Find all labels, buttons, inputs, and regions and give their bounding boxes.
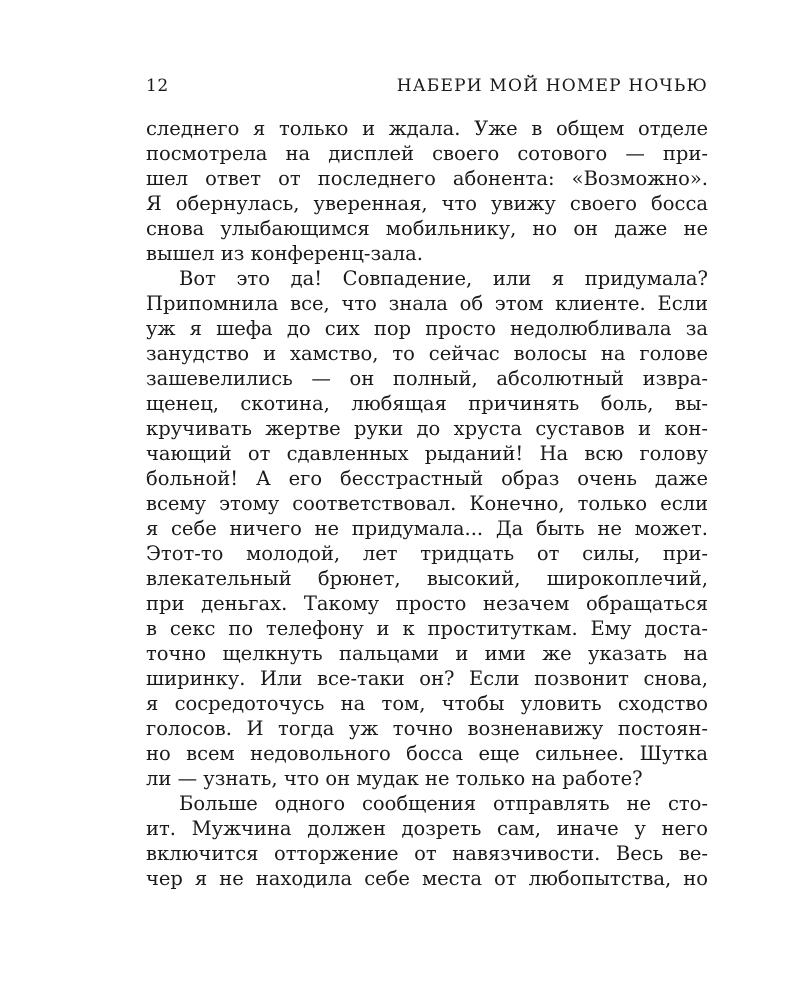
- text-line: включится отторжение от навязчивости. Весь ве-: [146, 842, 708, 865]
- text-line: я себе ничего не придумала... Да быть не может.: [146, 517, 708, 540]
- text-line: занудство и хамство, то сейчас волосы на голове: [146, 342, 708, 365]
- text-line: больной! А его бесстрастный образ очень даже: [146, 467, 708, 490]
- book-page: [146, 0, 708, 1000]
- text-line: Я обернулась, уверенная, что увижу своего босса: [146, 192, 708, 215]
- running-header: [146, 76, 708, 102]
- text-line: Больше одного сообщения отправлять не сто-: [179, 792, 708, 815]
- text-line: точно щелкнуть пальцами и ими же указать на: [146, 642, 708, 665]
- text-line: уж я шефа до сих пор просто недолюбливала за: [146, 317, 708, 340]
- text-line: ширинку. Или все-таки он? Если позвонит снова,: [146, 667, 708, 690]
- text-line: щенец, скотина, любящая причинять боль, вы-: [146, 392, 708, 415]
- text-line: вышел из конференц-зала.: [146, 242, 423, 265]
- text-line: всему этому соответствовал. Конечно, только если: [146, 492, 708, 515]
- text-line: Этот-то молодой, лет тридцать от силы, при-: [146, 542, 708, 565]
- text-line: кручивать жертве руки до хруста суставов и кон-: [146, 417, 708, 440]
- text-line: при деньгах. Такому просто незачем обращаться: [146, 592, 708, 615]
- text-line: но всем недовольного босса еще сильнее. Шутка: [146, 742, 708, 765]
- text-line: следнего я только и ждала. Уже в общем отделе: [146, 117, 708, 140]
- book-title: НАБЕРИ МОЙ НОМЕР НОЧЬЮ: [396, 76, 708, 96]
- text-line: зашевелились — он полный, абсолютный извра-: [146, 367, 708, 390]
- text-line: ит. Мужчина должен дозреть сам, иначе у него: [146, 817, 708, 840]
- text-line: Вот это да! Совпадение, или я придумала?: [179, 267, 708, 290]
- text-line: снова улыбающимся мобильнику, но он даже не: [146, 217, 708, 240]
- text-line: я сосредоточусь на том, чтобы уловить сходство: [146, 692, 708, 715]
- text-line: посмотрела на дисплей своего сотового — при-: [146, 142, 708, 165]
- text-line: голосов. И тогда уж точно возненавижу постоян-: [146, 717, 708, 740]
- text-line: в секс по телефону и к проституткам. Ему доста-: [146, 617, 708, 640]
- text-line: влекательный брюнет, высокий, широкоплечий,: [146, 567, 708, 590]
- page-number: 12: [146, 76, 169, 96]
- text-line: шел ответ от последнего абонента: «Возможно».: [146, 167, 708, 190]
- body-text: [146, 116, 708, 891]
- text-line: чающий от сдавленных рыданий! На всю голову: [146, 442, 708, 465]
- text-line: ли — узнать, что он мудак не только на работе?: [146, 767, 643, 790]
- text-line: чер я не находила себе места от любопытства, но: [146, 867, 708, 890]
- text-line: Припомнила все, что знала об этом клиенте. Если: [146, 292, 708, 315]
